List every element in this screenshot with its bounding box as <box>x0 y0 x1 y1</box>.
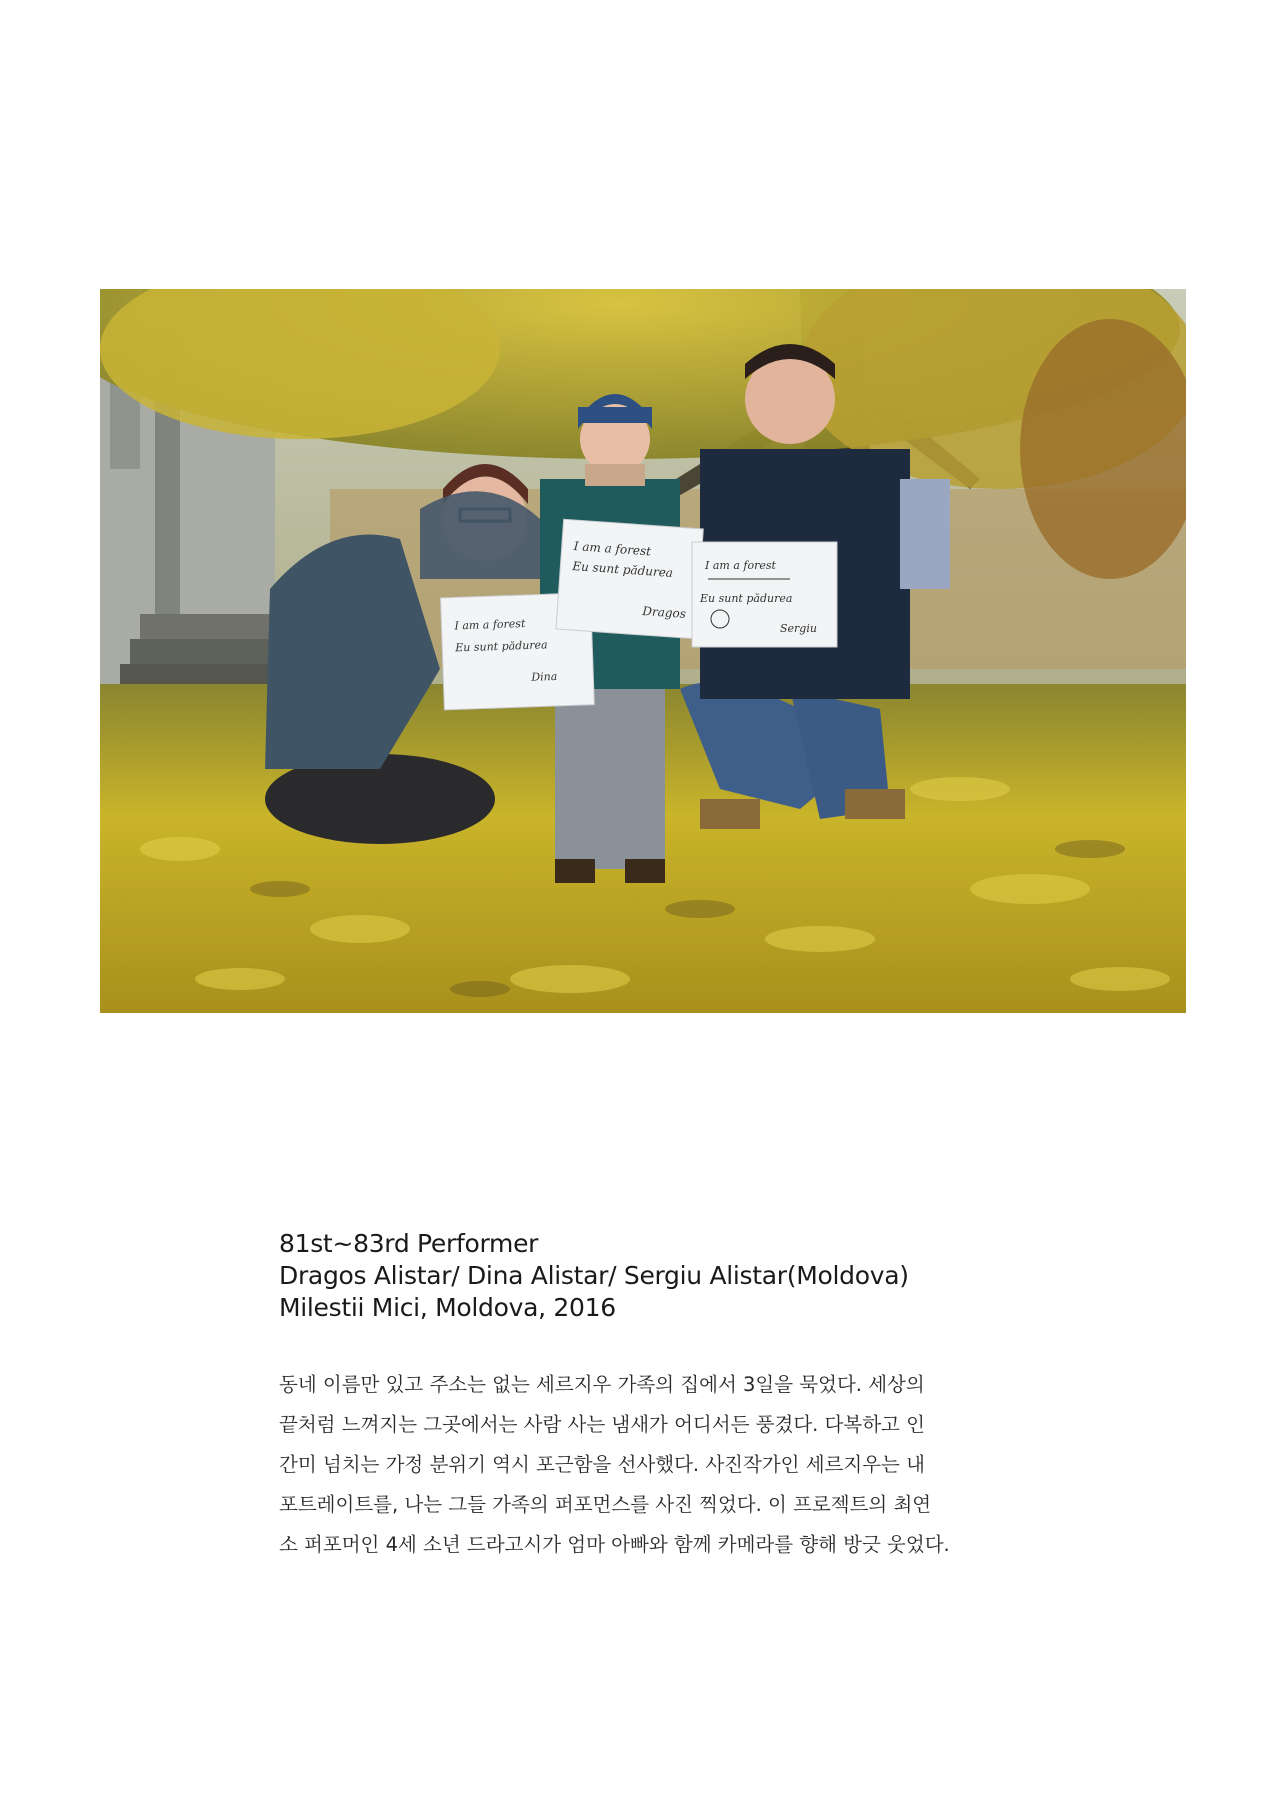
sign-middle-line1: I am a forest <box>573 539 652 559</box>
description-line: 소 퍼포머인 4세 소년 드라고시가 엄마 아빠와 함께 카메라를 향해 방긋 웃었다. <box>279 1533 950 1556</box>
performer-caption <box>279 1228 1079 1324</box>
sign-right-name: Sergiu <box>780 622 817 635</box>
performer-names: Dragos Alistar/ Dina Alistar/ Sergiu Alistar(Moldova) <box>279 1261 909 1290</box>
performer-number: 81st~83rd Performer <box>279 1229 539 1258</box>
sign-left-name: Dina <box>531 669 558 684</box>
description-line: 간미 넘치는 가정 분위기 역시 포근함을 선사했다. 사진작가인 세르지우는 내 <box>279 1453 925 1476</box>
sign-middle <box>556 519 703 638</box>
description-paragraph <box>279 1365 1079 1565</box>
sign-right-line1: I am a forest <box>705 559 776 572</box>
sign-middle-line2: Eu sunt pădurea <box>571 558 674 580</box>
sign-left-line1: I am a forest <box>454 616 526 633</box>
sign-right <box>692 542 837 647</box>
description-line: 끝처럼 느껴지는 그곳에서는 사람 사는 냄새가 어디서든 풍겼다. 다복하고 인 <box>279 1413 925 1436</box>
location-year: Milestii Mici, Moldova, 2016 <box>279 1293 616 1322</box>
photo-illustration <box>100 289 1186 1013</box>
sign-middle-name: Dragos <box>641 603 687 621</box>
family-photo <box>100 289 1186 1013</box>
description-line: 포트레이트를, 나는 그들 가족의 퍼포먼스를 사진 찍었다. 이 프로젝트의 최연 <box>279 1493 932 1516</box>
sign-right-line2: Eu sunt pădurea <box>700 592 793 605</box>
description-line: 동네 이름만 있고 주소는 없는 세르지우 가족의 집에서 3일을 묵었다. 세상의 <box>279 1373 925 1396</box>
sign-left-line2: Eu sunt pădurea <box>455 638 548 655</box>
